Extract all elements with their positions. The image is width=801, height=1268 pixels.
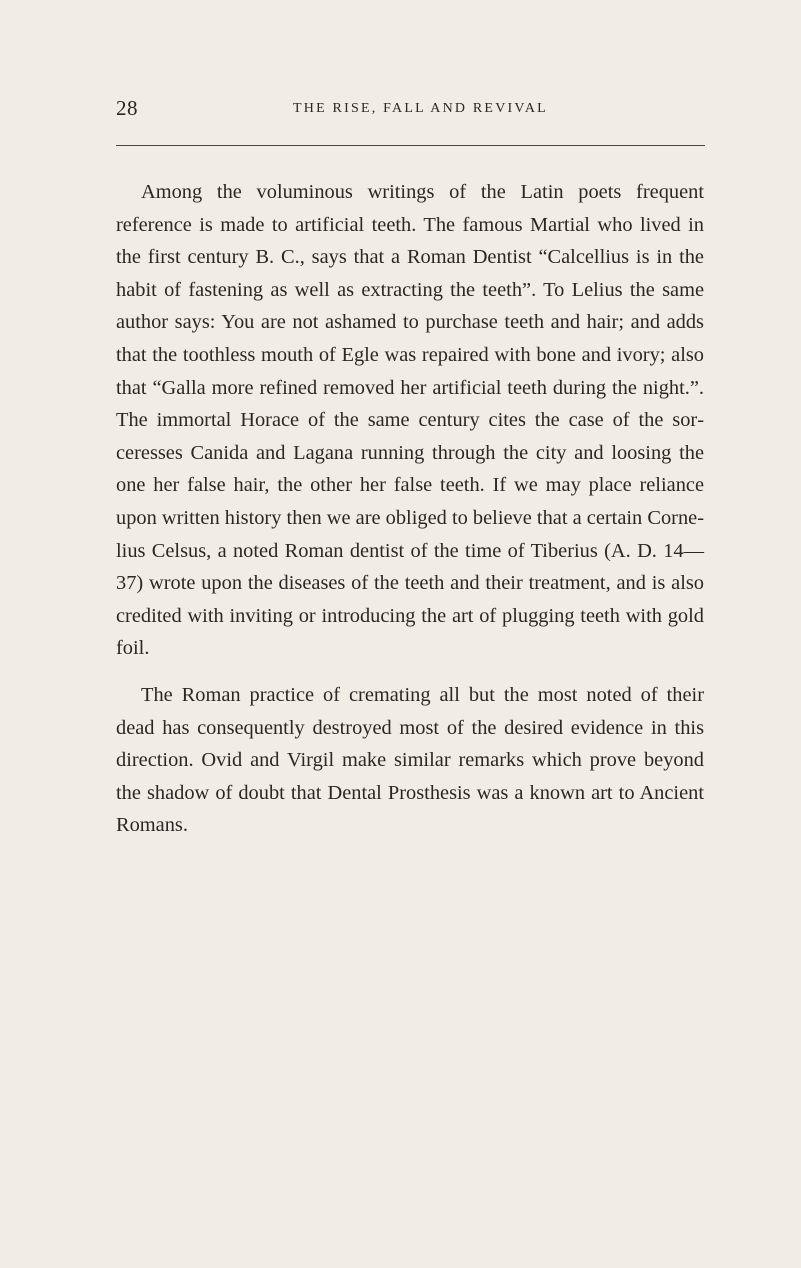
paragraph: The Roman practice of cremating all but the most noted of their dead has consequently destroyed most of the desired evidence in this direction. Ovid and Virgil make similar remarks which prove beyond the shadow of doubt that Dental Prosthesis was a known art to Ancient Romans. [116,683,704,837]
running-header [116,96,705,126]
running-title: THE RISE, FALL AND REVIVAL [293,101,548,116]
paragraph: Among the voluminous writings of the Latin poets frequent reference is made to artificial teeth. The famous Martial who lived in the first century B. C., says that a Roman Dentist “Calcellius is in the habit of fastening as well as extracting the teeth”. To Lelius the same author says: You are not ashamed to purchase teeth and hair; and adds that the toothless mouth of Egle was repaired with bone and ivory; also that “Galla more refined removed her artificial teeth during the night.”. The immortal Horace of the same century cites the case of the sorceresses Canida and Lagana running through the city and loosing the one her false hair, the other her false teeth. If we may place reliance upon written history then we are obliged to believe that a certain Cornelius Celsus, a noted Roman dentist of the time of Tiberius (A. D. 14—37) wrote upon the diseases of the teeth and their treatment, and is also credited with inviting or introducing the art of plugging teeth with gold foil. [116,181,704,660]
header-rule [116,145,705,146]
page-number: 28 [116,96,138,120]
body-text [116,176,704,842]
